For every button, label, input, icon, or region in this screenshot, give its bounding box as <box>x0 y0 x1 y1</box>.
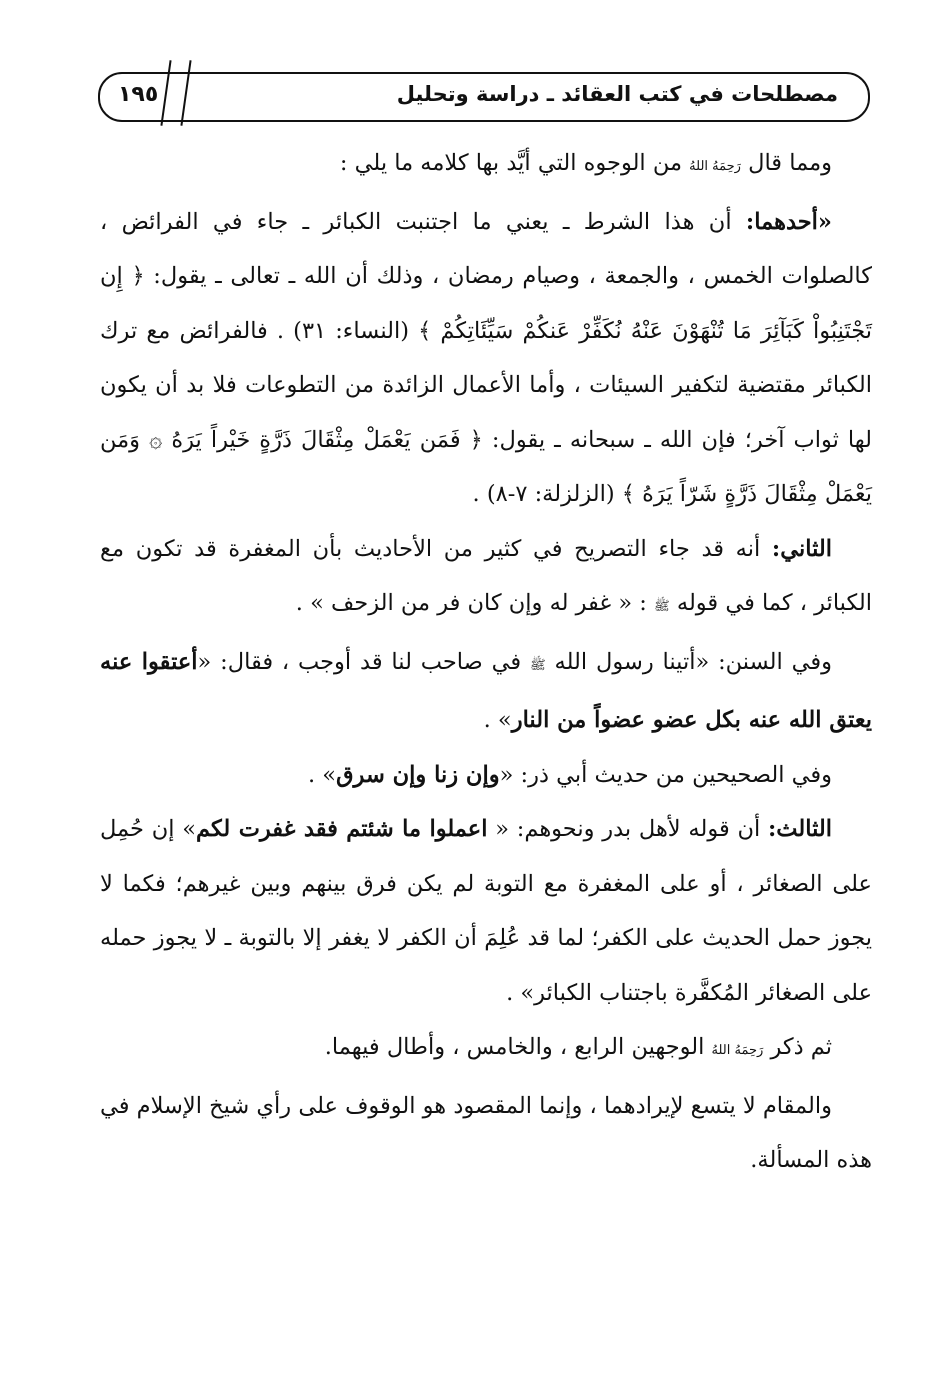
page-body <box>100 136 872 1188</box>
text: وفي السنن: «أتينا رسول الله <box>545 648 832 675</box>
paragraph <box>100 195 872 522</box>
text: ومما قال <box>740 150 832 176</box>
paragraph <box>100 1079 872 1188</box>
text: الوجهين الرابع ، والخامس ، وأطال فيهما. <box>324 1034 712 1060</box>
paragraph <box>100 1020 872 1079</box>
paragraph <box>100 635 872 748</box>
text: في صاحب لنا قد أوجب ، فقال: « <box>197 648 530 675</box>
running-header <box>98 72 870 122</box>
paragraph <box>100 522 872 635</box>
paragraph <box>100 802 872 1020</box>
text: » . <box>308 761 337 788</box>
paragraph <box>100 748 872 803</box>
honorific: رَحِمَهُ اللهُ <box>689 159 741 174</box>
text: ثم ذكر <box>763 1034 832 1060</box>
text: والمقام لا يتسع لإيرادهما ، وإنما المقصود هو الوقوف على رأي شيخ الإسلام في هذه المسألة. <box>100 1092 872 1173</box>
text: » . <box>483 707 512 733</box>
quote-bold: اعملوا ما شئتم فقد غفرت لكم <box>196 816 488 842</box>
honorific: ﷺ <box>529 657 546 673</box>
text: أن هذا الشرط ـ يعني ما اجتنبت الكبائر ـ جاء في الفرائض ، كالصلوات الخمس ، والجمعة ، وصيام رمضان ، وذلك أن الله ـ تعالى ـ يقول: ﴿ إِن تَجْتَنِبُواْ كَبَآئِرَ مَا تُنْهَوْنَ عَنْهُ نُكَفِّرْ عَنكُمْ سَيِّئَاتِكُمْ ﴾ (النساء: ٣١) . فالفرائض مع ترك الكبائر مقتضية لتكفير السيئات ، وأما الأعمال الزائدة من التطوعات فلا بد أن يكون لها ثواب آخر؛ فإن الله ـ سبحانه ـ يقول: ﴿ فَمَن يَعْمَلْ مِثْقَالَ ذَرَّةٍ خَيْراً يَرَهُ ۞ وَمَن يَعْمَلْ مِثْقَالَ ذَرَّةٍ شَرّاً يَرَهُ ﴾ (الزلزلة: ٧-٨) . <box>100 208 872 507</box>
page-number: ١٩٥ <box>118 82 159 107</box>
paragraph <box>100 136 872 195</box>
point-label: الثالث: <box>767 816 832 842</box>
honorific: رَحِمَهُ اللهُ <box>711 1043 764 1058</box>
honorific: ﷺ <box>654 599 670 614</box>
text: أنه قد جاء التصريح في كثير من الأحاديث بأن المغفرة قد تكون مع الكبائر ، كما في قوله <box>100 535 872 616</box>
text: » إن حُمِل على الصغائر ، أو على المغفرة مع التوبة لم يكن فرق بينهم وبين غيرهم؛ فكما لا يجوز حمل الحديث على الكفر؛ لما قد عُلِمَ أن الكفر لا يغفر إلا بالتوبة ـ لا يجوز حمله على الصغائر المُكفَّرة باجتناب الكبائر» . <box>100 816 872 1006</box>
text: أن قوله لأهل بدر ونحوهم: « <box>487 816 768 842</box>
point-label: «أحدهما: <box>745 208 832 235</box>
text: : « غفر له وإن كان فر من الزحف » . <box>295 590 655 616</box>
book-title: مصطلحات في كتب العقائد ـ دراسة وتحليل <box>396 82 838 106</box>
quote-bold: أعتقوا عنه يعتق الله عنه بكل عضو عضواً من النار <box>100 648 872 733</box>
text: وفي الصحيحين من حديث أبي ذر: « <box>499 761 832 788</box>
text: من الوجوه التي أيَّد بها كلامه ما يلي : <box>339 150 690 176</box>
quote-bold: وإن زنا وإن سرق <box>336 761 500 788</box>
point-label: الثاني: <box>771 535 832 562</box>
